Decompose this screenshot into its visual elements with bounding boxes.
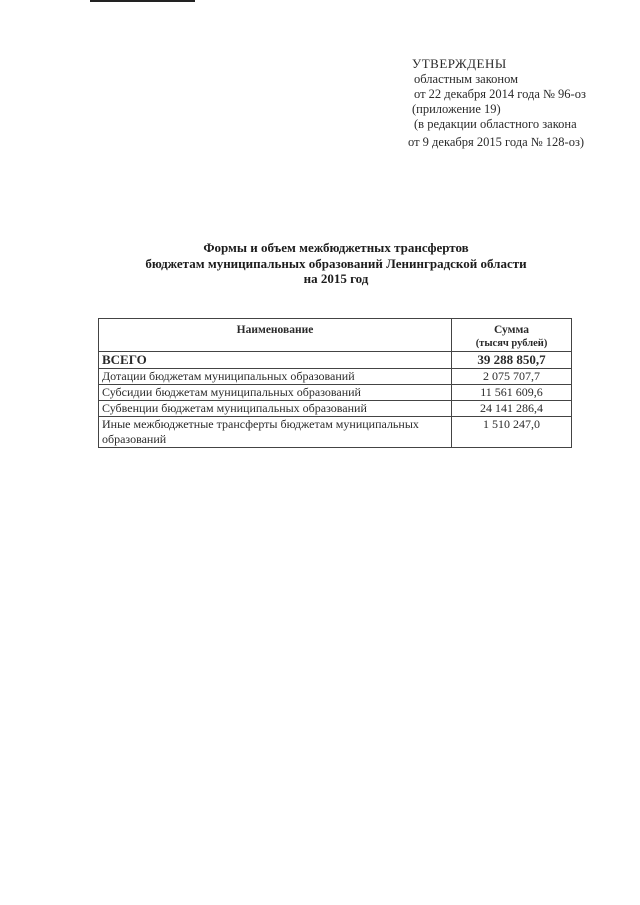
title-line-2: бюджетам муниципальных образований Ленинградской области (145, 255, 527, 271)
row-sum-cell: 1 510 247,0 (452, 417, 572, 448)
header-sum-label: Сумма (494, 324, 529, 336)
row-sum-cell: 11 561 609,6 (452, 385, 572, 401)
scan-edge-mark (90, 0, 195, 2)
header-name-cell (99, 319, 452, 352)
row-name-cell: Дотации бюджетам муниципальных образований (99, 369, 452, 385)
title-line-3: на 2015 год (303, 271, 369, 286)
approval-amendment-date: от 9 декабря 2015 года № 128-оз) (408, 135, 585, 149)
header-sum-unit: (тысяч рублей) (475, 338, 548, 349)
total-name-cell: ВСЕГО (99, 352, 452, 369)
document-title (100, 240, 572, 287)
row-sum-cell: 2 075 707,7 (452, 369, 572, 385)
table-row-total (99, 352, 572, 369)
title-line-1: Формы и объем межбюджетных трансфертов (203, 240, 469, 255)
row-name-cell: Иные межбюджетные трансферты бюджетам муниципальных образований (99, 417, 452, 448)
table-row (99, 401, 572, 417)
approval-amendment: (в редакции областного закона (414, 117, 577, 131)
row-name-cell: Субвенции бюджетам муниципальных образований (99, 401, 452, 417)
approval-law-type: областным законом (414, 72, 519, 86)
table-row (99, 417, 572, 448)
transfers-table (98, 318, 572, 448)
table-row (99, 385, 572, 401)
total-sum-cell: 39 288 850,7 (452, 352, 572, 369)
header-sum-cell (452, 319, 572, 352)
table-row (99, 369, 572, 385)
transfers-table-wrapper (98, 318, 572, 448)
approval-law-date: от 22 декабря 2014 года № 96-оз (414, 87, 586, 101)
approval-appendix: (приложение 19) (412, 102, 501, 116)
approval-block (408, 56, 622, 150)
row-sum-cell: 24 141 286,4 (452, 401, 572, 417)
table-header-row (99, 319, 572, 352)
row-name-cell: Субсидии бюджетам муниципальных образований (99, 385, 452, 401)
approval-heading: УТВЕРЖДЕНЫ (412, 56, 507, 71)
header-name-label: Наименование (236, 324, 314, 336)
